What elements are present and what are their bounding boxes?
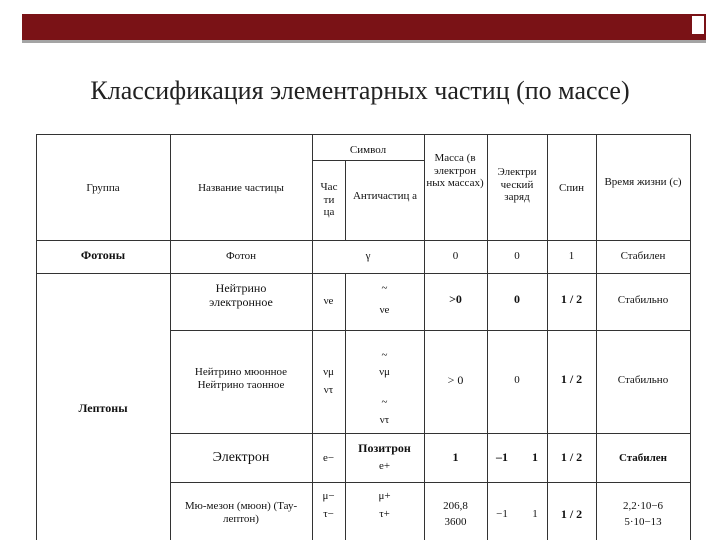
- col-divider-8: [690, 134, 691, 540]
- nu-mu-anti: νμ: [379, 366, 390, 378]
- col-divider-1: [170, 134, 171, 540]
- group-leptons: Лептоны: [78, 401, 128, 415]
- row-divider-header: [36, 240, 690, 241]
- muon-tau-name: Мю-мезон (мюон) (Тау-лептон): [184, 500, 298, 525]
- electron-charge: –1: [496, 450, 508, 464]
- muon-lifetime: 2,2·10−6: [622, 500, 664, 512]
- table-frame-left: [36, 134, 37, 540]
- nu-mu-tau-lifetime: Стабильно: [617, 374, 669, 386]
- header-group: Группа: [86, 182, 120, 194]
- nu-e-spin: 1 / 2: [560, 292, 583, 306]
- nu-tau-anti-tilde: ~: [381, 396, 388, 408]
- electron-mass: 1: [452, 450, 459, 464]
- header-particle: Час ти ца: [320, 181, 338, 219]
- photon-charge: 0: [514, 250, 520, 262]
- electron-particle: e−: [322, 452, 335, 464]
- nu-e-name: Нейтрино электронное: [209, 281, 273, 309]
- symbol-header-divider: [312, 160, 424, 161]
- electron-spin: 1 / 2: [560, 450, 583, 464]
- tau-lifetime: 5·10−13: [624, 516, 662, 528]
- nu-e-charge: 0: [514, 292, 520, 306]
- group-photons: Фотоны: [80, 248, 126, 262]
- header-lifetime: Время жизни (с): [604, 176, 682, 188]
- photon-spin: 1: [568, 250, 575, 262]
- photon-mass: 0: [452, 250, 459, 262]
- muon-tau-charge: −1: [496, 508, 508, 520]
- photon-symbol: γ: [365, 250, 371, 262]
- col-divider-7: [596, 134, 597, 540]
- col-divider-3a: [345, 160, 346, 240]
- table-frame-top: [36, 134, 690, 135]
- nu-e-mass: >0: [449, 292, 462, 306]
- antitau-symbol: τ+: [379, 508, 390, 520]
- row-divider-nu-mu-tau: [170, 433, 690, 434]
- slide-title: Классификация элементарных частиц (по массе): [90, 76, 630, 105]
- antimuon-symbol: μ+: [378, 490, 391, 502]
- nu-mu-anti-tilde: ~: [381, 349, 388, 361]
- tau-particle: τ−: [323, 508, 334, 520]
- row-divider-nu-e: [170, 330, 690, 331]
- header-charge: Электри ческий заряд: [497, 166, 537, 204]
- nu-e-anti-tilde: ~: [381, 282, 388, 294]
- positron-name: Позитрон: [358, 441, 411, 455]
- col-divider-5: [487, 134, 488, 540]
- electron-lifetime: Стабилен: [618, 452, 668, 464]
- row-divider-photon: [36, 273, 690, 274]
- nu-mu-tau-mass: > 0: [447, 373, 464, 387]
- nu-mu-tau-charge: 0: [514, 374, 520, 386]
- header-name: Название частицы: [198, 182, 284, 194]
- photon-name: Фотон: [225, 250, 257, 262]
- nu-mu-particle: νμ: [323, 366, 334, 378]
- col-divider-4: [424, 134, 425, 540]
- title-bar-decoration: [22, 14, 706, 43]
- nu-tau-anti: ντ: [379, 414, 390, 426]
- photon-lifetime: Стабилен: [620, 250, 666, 262]
- col-divider-6: [547, 134, 548, 540]
- muon-tau-spin: 1 / 2: [560, 507, 583, 521]
- nu-e-particle: νe: [323, 295, 334, 307]
- muon-particle: μ−: [322, 490, 335, 502]
- row-divider-electron: [170, 482, 690, 483]
- muon-mass: 206,8: [443, 500, 468, 512]
- nu-mu-tau-name: Нейтрино мюонное Нейтрино таонное: [194, 366, 288, 391]
- positron-charge: 1: [532, 450, 538, 464]
- header-mass: Масса (в электрон ных массах): [426, 152, 484, 190]
- header-antiparticle: Античастиц а: [352, 190, 418, 202]
- electron-name: Электрон: [212, 450, 270, 465]
- tau-mass: 3600: [444, 516, 467, 528]
- header-spin: Спин: [559, 182, 584, 194]
- muon-tau-charge-anti: 1: [532, 508, 538, 520]
- header-symbol: Символ: [349, 144, 387, 156]
- nu-e-anti: νe: [379, 304, 390, 316]
- nu-mu-tau-spin: 1 / 2: [560, 372, 583, 386]
- nu-e-lifetime: Стабильно: [617, 294, 669, 306]
- nu-tau-particle: ντ: [323, 384, 334, 396]
- corner-square-decoration: [690, 14, 706, 36]
- col-divider-2: [312, 134, 313, 540]
- positron-symbol: e+: [378, 460, 391, 472]
